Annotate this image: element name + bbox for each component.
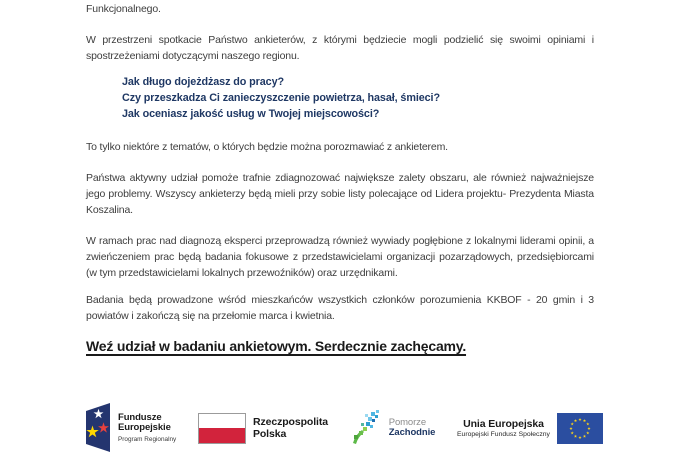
- pomorze-label-line2: Zachodnie: [388, 427, 436, 438]
- logo-rzeczpospolita-polska: [198, 413, 328, 444]
- paragraph-intro: W przestrzeni spotkacie Państwo ankieterów, z którymi będziecie mogli podzielić się swoimi opiniami i spostrzeżeniami dotyczącymi naszego regionu.: [86, 34, 594, 62]
- pomorze-griffin-icon: [350, 409, 382, 447]
- poland-flag-icon: [198, 413, 246, 444]
- logo-unia-europejska: [457, 413, 603, 444]
- eu-label: Unia Europejska: [463, 417, 544, 430]
- paragraph-funkcjonalnego: Funkcjonalnego.: [86, 3, 161, 15]
- footer-logos: [0, 398, 679, 458]
- pomorze-label-line1: Pomorze: [388, 416, 427, 428]
- eu-funds-label-line2: Europejskie: [118, 422, 171, 433]
- eu-flag-icon: [557, 413, 603, 444]
- paragraph-research-methods: W ramach prac nad diagnozą eksperci przeprowadzą również wywiady pogłębione z lokalnymi liderami opinii, a zwieńczeniem prac będą badania fokusowe z przedstawicielami organizacji pozarządowych, przedsiębiorcami (w tym przedstawicielami lokalnych przewoźników) oraz urzędnikami.: [86, 235, 594, 279]
- question-services: Jak oceniasz jakość usług w Twojej miejscowości?: [122, 108, 380, 120]
- eu-funds-label-line1: Fundusze: [118, 411, 162, 423]
- paragraph-schedule: Badania będą prowadzone wśród mieszkańców wszystkich członków porozumienia KKBOF - 20 gmin i 3 powiatów i zakończą się na przełomie marca i kwietnia.: [86, 294, 594, 322]
- eu-sublabel: Europejski Fundusz Społeczny: [457, 430, 550, 438]
- eu-funds-sublabel: Program Regionalny: [118, 435, 177, 443]
- paragraph-topics: To tylko niektóre z tematów, o których będzie można porozmawiać z ankieterem.: [86, 141, 448, 153]
- logo-fundusze-europejskie: [85, 403, 176, 453]
- logo-pomorze-zachodnie: [350, 409, 436, 447]
- poland-label-line1: Rzeczpospolita: [252, 416, 328, 428]
- question-commute: Jak długo dojeżdżasz do pracy?: [122, 76, 284, 88]
- questions-list: [86, 74, 594, 122]
- cta-heading: Weź udział w badaniu ankietowym. Serdecznie zachęcamy.: [86, 338, 467, 354]
- paragraph-participation: Państwa aktywny udział pomoże trafnie zdiagnozować największe zalety obszaru, ale również najważniejsze jego problemy. Wszyscy ankieterzy będą mieli przy sobie listy polecające od Lidera projektu- Prezydenta Miasta Koszalina.: [86, 172, 594, 216]
- poland-label-line2: Polska: [252, 428, 287, 440]
- eu-funds-flag-icon: [85, 403, 111, 453]
- question-pollution: Czy przeszkadza Ci zanieczyszczenie powietrza, hasał, śmieci?: [122, 92, 440, 104]
